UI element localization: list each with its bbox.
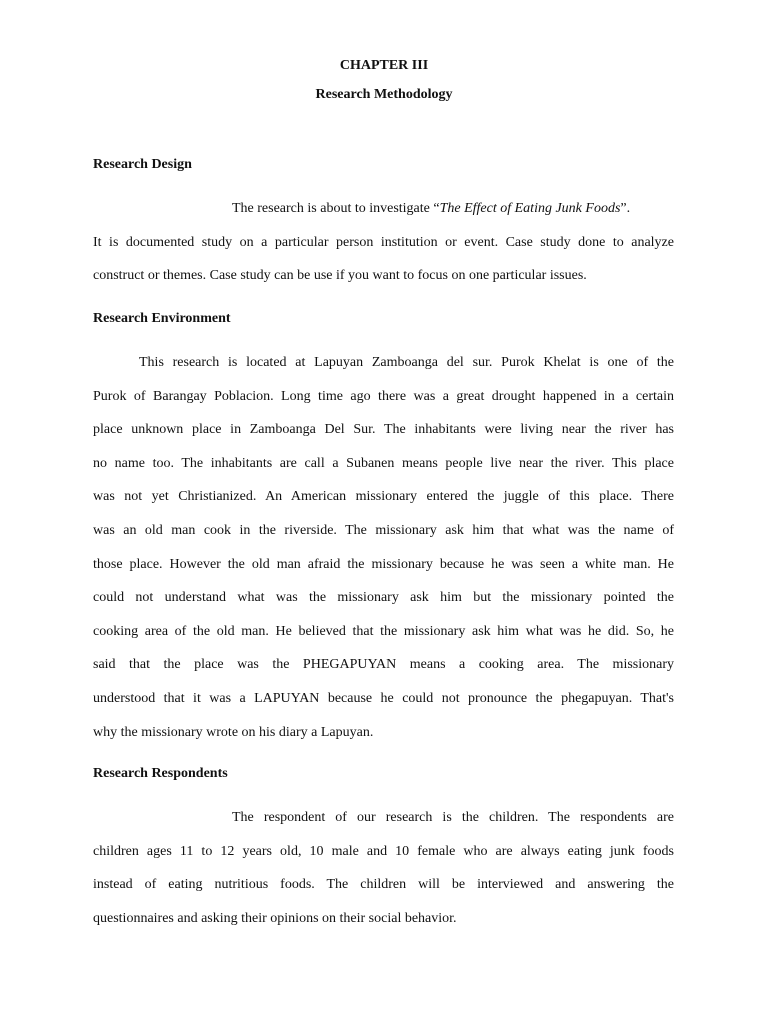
paragraph-line: could not understand what was the missionary ask him but the missionary pointed the [93, 590, 674, 606]
paragraph-research-design [93, 192, 674, 293]
paragraph-line: It is documented study on a particular person institution or event. Case study done to analyze [93, 234, 674, 250]
paragraph-line: no name too. The inhabitants are call a Subanen means people live near the river. This place [93, 455, 674, 471]
paragraph-line [93, 192, 674, 226]
paragraph-line: Purok of Barangay Poblacion. Long time ago there was a great drought happened in a certain [93, 388, 674, 404]
paragraph-line: why the missionary wrote on his diary a Lapuyan. [93, 724, 374, 740]
paragraph-line: cooking area of the old man. He believed that the missionary ask him what was he did. So, he [93, 623, 674, 639]
paragraph-line: place unknown place in Zamboanga Del Sur. The inhabitants were living near the river has [93, 422, 674, 438]
paragraph-line: The respondent of our research is the children. The respondents are [232, 810, 674, 825]
heading-research-design: Research Design [93, 157, 192, 172]
paragraph-line: understood that it was a LAPUYAN because he could not pronounce the phegapuyan. That's [93, 690, 674, 706]
paragraph-line: questionnaires and asking their opinions on their social behavior. [93, 910, 457, 926]
paragraph-line: This research is located at Lapuyan Zamboanga del sur. Purok Khelat is one of the [139, 355, 674, 370]
paragraph-line: those place. However the old man afraid the missionary because he was seen a white man. He [93, 556, 674, 572]
paragraph-research-environment [93, 346, 674, 749]
paragraph-research-respondents [93, 801, 674, 935]
paragraph-line: construct or themes. Case study can be use if you want to focus on one particular issues. [93, 268, 587, 284]
heading-research-environment: Research Environment [93, 311, 231, 326]
paragraph-line: was not yet Christianized. An American missionary entered the juggle of this place. There [93, 489, 674, 505]
paragraph-line: instead of eating nutritious foods. The children will be interviewed and answering the [93, 877, 674, 893]
heading-research-respondents: Research Respondents [93, 766, 228, 781]
paragraph-line: children ages 11 to 12 years old, 10 male and 10 female who are always eating junk foods [93, 843, 674, 859]
chapter-subtitle: Research Methodology [315, 87, 453, 102]
text-run: ”. [620, 201, 631, 216]
text-run: The research is about to investigate “ [232, 201, 440, 216]
paragraph-line: said that the place was the PHEGAPUYAN means a cooking area. The missionary [93, 657, 674, 673]
chapter-title: CHAPTER III [339, 58, 429, 73]
paragraph-line: was an old man cook in the riverside. The missionary ask him that what was the name of [93, 522, 674, 538]
italic-title: The Effect of Eating Junk Foods [439, 201, 621, 216]
